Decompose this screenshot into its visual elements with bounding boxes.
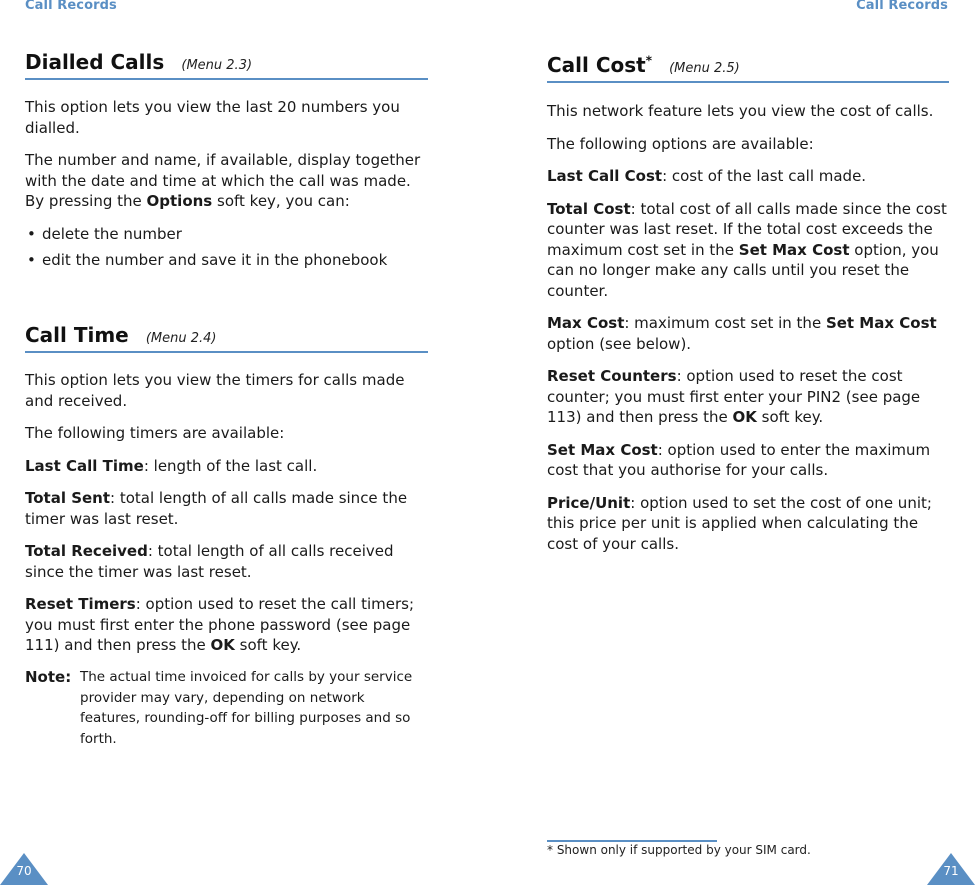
list-item: • delete the number (25, 224, 428, 245)
running-head-right: Call Records (856, 0, 948, 13)
definition-item: Reset Counters: option used to reset the cost counter; you must first enter your PIN2 (see page 113) and then press the OK soft key. (547, 367, 921, 426)
menu-reference: (Menu 2.5) (669, 61, 740, 76)
menu-reference: (Menu 2.3) (181, 58, 253, 73)
list-item: • edit the number and save it in the phonebook (25, 250, 428, 271)
definition-item: Total Cost: total cost of all calls made since the cost counter was last reset. If the total cost exceeds the maximum cost set in the Set Max Cost option, you can no longer make any calls until you reset the counter. (547, 199, 947, 300)
definition-item: Last Call Cost: cost of the last call made. (547, 167, 867, 185)
definition-item: Total Sent: total length of all calls made since the timer was last reset. (25, 489, 408, 528)
paragraph: This option lets you view the timers for calls made and received. (25, 371, 405, 410)
running-head-left: Call Records (25, 0, 117, 13)
page-number: 70 (16, 864, 32, 878)
note-block (25, 667, 428, 749)
section-title: Dialled Calls (25, 50, 165, 74)
definition-item: Set Max Cost: option used to enter the maximum cost that you authorise for your calls. (547, 440, 931, 479)
note-text: The actual time invoiced for calls by your service provider may vary, depending on network features, rounding-off for billing purposes and so forth. (80, 669, 413, 747)
call-cost-body (547, 101, 949, 566)
section-heading-dialled-calls (25, 50, 428, 80)
section-title: Call Time (25, 323, 129, 347)
page-number-tab-left (0, 849, 48, 885)
definition-item: Total Received: total length of all calls received since the timer was last reset. (25, 542, 394, 581)
menu-reference: (Menu 2.4) (145, 331, 217, 346)
definition-item: Last Call Time: length of the last call. (25, 456, 318, 475)
call-time-body (25, 370, 428, 668)
page-number: 71 (943, 864, 959, 878)
paragraph: This network feature lets you view the cost of calls. (547, 102, 934, 120)
page-number-tab-right (927, 849, 975, 885)
paragraph: The number and name, if available, display together with the date and time at which the call was made. By pressing the Options soft key, you can: (25, 151, 421, 210)
definition-item: Reset Timers: option used to reset the call timers; you must first enter the phone password (see page 111) and then press the OK soft key. (25, 595, 415, 654)
dialled-calls-body (25, 97, 428, 277)
option-list (25, 224, 428, 271)
section-heading-call-time (25, 323, 428, 353)
paragraph: The following options are available: (547, 134, 814, 153)
section-heading-call-cost (547, 53, 949, 83)
paragraph: This option lets you view the last 20 numbers you dialled. (25, 98, 400, 137)
footnote-divider (547, 840, 717, 842)
note-label: Note: (25, 668, 72, 686)
footnote: * Shown only if supported by your SIM card. (547, 843, 811, 857)
definition-item: Max Cost: maximum cost set in the Set Max Cost option (see below). (547, 314, 937, 353)
definition-item: Price/Unit: option used to set the cost of one unit; this price per unit is applied when calculating the cost of your calls. (547, 493, 932, 553)
paragraph: The following timers are available: (25, 424, 285, 442)
section-title: Call Cost* (547, 53, 653, 77)
